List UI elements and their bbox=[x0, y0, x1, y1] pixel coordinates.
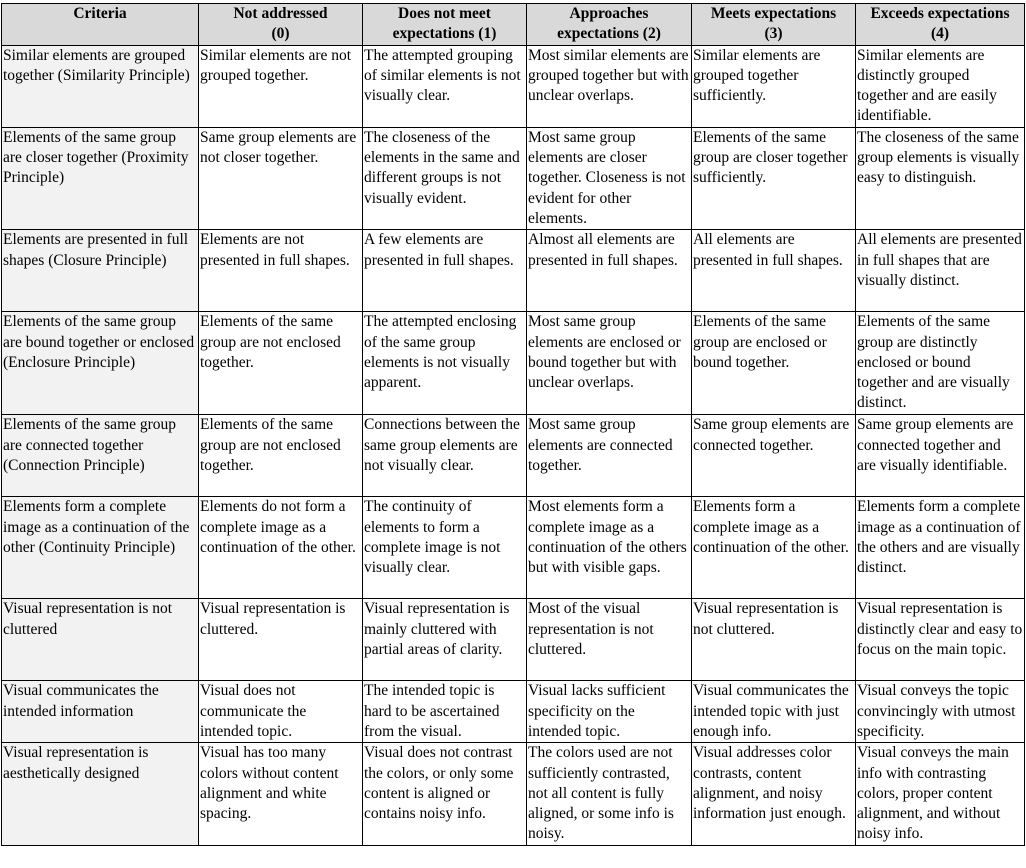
rubric-cell: Elements are not presented in full shapes. bbox=[199, 230, 363, 312]
header-level-1: Does not meet expectations (1) bbox=[363, 4, 527, 46]
rubric-cell: Visual has too many colors without content alignment and white spacing. bbox=[199, 743, 363, 845]
rubric-cell: A few elements are presented in full shapes. bbox=[363, 230, 527, 312]
rubric-cell: Most elements form a complete image as a continuation of the others but with visible gaps. bbox=[527, 497, 692, 599]
rubric-cell: The attempted grouping of similar elements is not visually clear. bbox=[363, 45, 527, 127]
table-row bbox=[2, 497, 1025, 599]
rubric-cell: Elements of the same group are not enclosed together. bbox=[199, 312, 363, 415]
criteria-cell: Elements of the same group are connected together (Connection Principle) bbox=[2, 415, 199, 497]
rubric-cell: Visual addresses color contrasts, content alignment, and noisy information just enough. bbox=[692, 743, 856, 845]
rubric-cell: Connections between the same group elements are not visually clear. bbox=[363, 415, 527, 497]
criteria-cell: Elements of the same group are bound together or enclosed (Enclosure Principle) bbox=[2, 312, 199, 415]
rubric-cell: The attempted enclosing of the same group elements is not visually apparent. bbox=[363, 312, 527, 415]
rubric-cell: All elements are presented in full shapes that are visually distinct. bbox=[856, 230, 1025, 312]
table-row bbox=[2, 45, 1025, 127]
rubric-cell: Visual conveys the topic convincingly with utmost specificity. bbox=[856, 681, 1025, 743]
rubric-cell: Most same group elements are closer together. Closeness is not evident for other elements. bbox=[527, 127, 692, 229]
header-level-2-score: (2) bbox=[642, 25, 661, 43]
table-row bbox=[2, 743, 1025, 845]
rubric-cell: Visual conveys the main info with contrasting colors, proper content alignment, and without noisy info. bbox=[856, 743, 1025, 845]
rubric-cell: Elements of the same group are closer together sufficiently. bbox=[692, 127, 856, 229]
criteria-cell: Visual communicates the intended information bbox=[2, 681, 199, 743]
criteria-cell: Elements form a complete image as a continuation of the other (Continuity Principle) bbox=[2, 497, 199, 599]
rubric-cell: Most same group elements are connected together. bbox=[527, 415, 692, 497]
rubric-document bbox=[1, 3, 1025, 846]
table-row bbox=[2, 312, 1025, 415]
rubric-cell: Visual representation is not cluttered. bbox=[692, 599, 856, 681]
rubric-cell: Elements form a complete image as a continuation of the other. bbox=[692, 497, 856, 599]
criteria-cell: Elements are presented in full shapes (Closure Principle) bbox=[2, 230, 199, 312]
rubric-cell: The continuity of elements to form a complete image is not visually clear. bbox=[363, 497, 527, 599]
rubric-cell: Almost all elements are presented in full shapes. bbox=[527, 230, 692, 312]
rubric-cell: Similar elements are distinctly grouped together and are easily identifiable. bbox=[856, 45, 1025, 127]
rubric-cell: Visual does not communicate the intended topic. bbox=[199, 681, 363, 743]
header-level-1-score: (1) bbox=[478, 25, 497, 43]
rubric-cell: Same group elements are connected together and are visually identifiable. bbox=[856, 415, 1025, 497]
header-row bbox=[2, 4, 1025, 46]
rubric-cell: Visual representation is distinctly clear and easy to focus on the main topic. bbox=[856, 599, 1025, 681]
rubric-cell: Most of the visual representation is not cluttered. bbox=[527, 599, 692, 681]
rubric-cell: Similar elements are not grouped together. bbox=[199, 45, 363, 127]
table-row bbox=[2, 681, 1025, 743]
rubric-cell: Elements of the same group are not enclosed together. bbox=[199, 415, 363, 497]
rubric-cell: Most same group elements are enclosed or bound together but with unclear overlaps. bbox=[527, 312, 692, 415]
rubric-cell: Visual lacks sufficient specificity on the intended topic. bbox=[527, 681, 692, 743]
rubric-cell: The intended topic is hard to be ascertained from the visual. bbox=[363, 681, 527, 743]
header-level-2: Approaches expectations (2) bbox=[527, 4, 692, 46]
rubric-cell: Same group elements are not closer together. bbox=[199, 127, 363, 229]
rubric-table bbox=[1, 3, 1025, 846]
criteria-cell: Visual representation is aesthetically designed bbox=[2, 743, 199, 845]
header-level-3: Meets expectations (3) bbox=[692, 4, 856, 46]
criteria-cell: Elements of the same group are closer together (Proximity Principle) bbox=[2, 127, 199, 229]
criteria-cell: Visual representation is not cluttered bbox=[2, 599, 199, 681]
table-row bbox=[2, 415, 1025, 497]
rubric-cell: The closeness of the elements in the same and different groups is not visually evident. bbox=[363, 127, 527, 229]
rubric-cell: Visual communicates the intended topic with just enough info. bbox=[692, 681, 856, 743]
rubric-cell: Visual representation is mainly cluttered with partial areas of clarity. bbox=[363, 599, 527, 681]
table-row bbox=[2, 599, 1025, 681]
rubric-cell: Visual does not contrast the colors, or only some content is aligned or contains noisy info. bbox=[363, 743, 527, 845]
rubric-cell: Similar elements are grouped together sufficiently. bbox=[692, 45, 856, 127]
header-level-0: Not addressed (0) bbox=[199, 4, 363, 46]
header-level-2-tail: expectations bbox=[557, 25, 643, 43]
header-level-1-tail: expectations bbox=[392, 25, 479, 43]
table-row bbox=[2, 127, 1025, 229]
table-row bbox=[2, 230, 1025, 312]
rubric-cell: Same group elements are connected together. bbox=[692, 415, 856, 497]
rubric-cell: The colors used are not sufficiently contrasted, not all content is fully aligned, or some info is noisy. bbox=[527, 743, 692, 845]
header-level-4: Exceeds expectations (4) bbox=[856, 4, 1025, 46]
header-criteria: Criteria bbox=[2, 4, 199, 46]
rubric-cell: The closeness of the same group elements is visually easy to distinguish. bbox=[856, 127, 1025, 229]
rubric-cell: All elements are presented in full shapes. bbox=[692, 230, 856, 312]
criteria-cell: Similar elements are grouped together (Similarity Principle) bbox=[2, 45, 199, 127]
rubric-cell: Most similar elements are grouped together but with unclear overlaps. bbox=[527, 45, 692, 127]
rubric-cell: Elements of the same group are enclosed or bound together. bbox=[692, 312, 856, 415]
rubric-cell: Visual representation is cluttered. bbox=[199, 599, 363, 681]
rubric-cell: Elements of the same group are distinctly enclosed or bound together and are visually distinct. bbox=[856, 312, 1025, 415]
rubric-cell: Elements form a complete image as a continuation of the others and are visually distinct. bbox=[856, 497, 1025, 599]
rubric-cell: Elements do not form a complete image as a continuation of the other. bbox=[199, 497, 363, 599]
